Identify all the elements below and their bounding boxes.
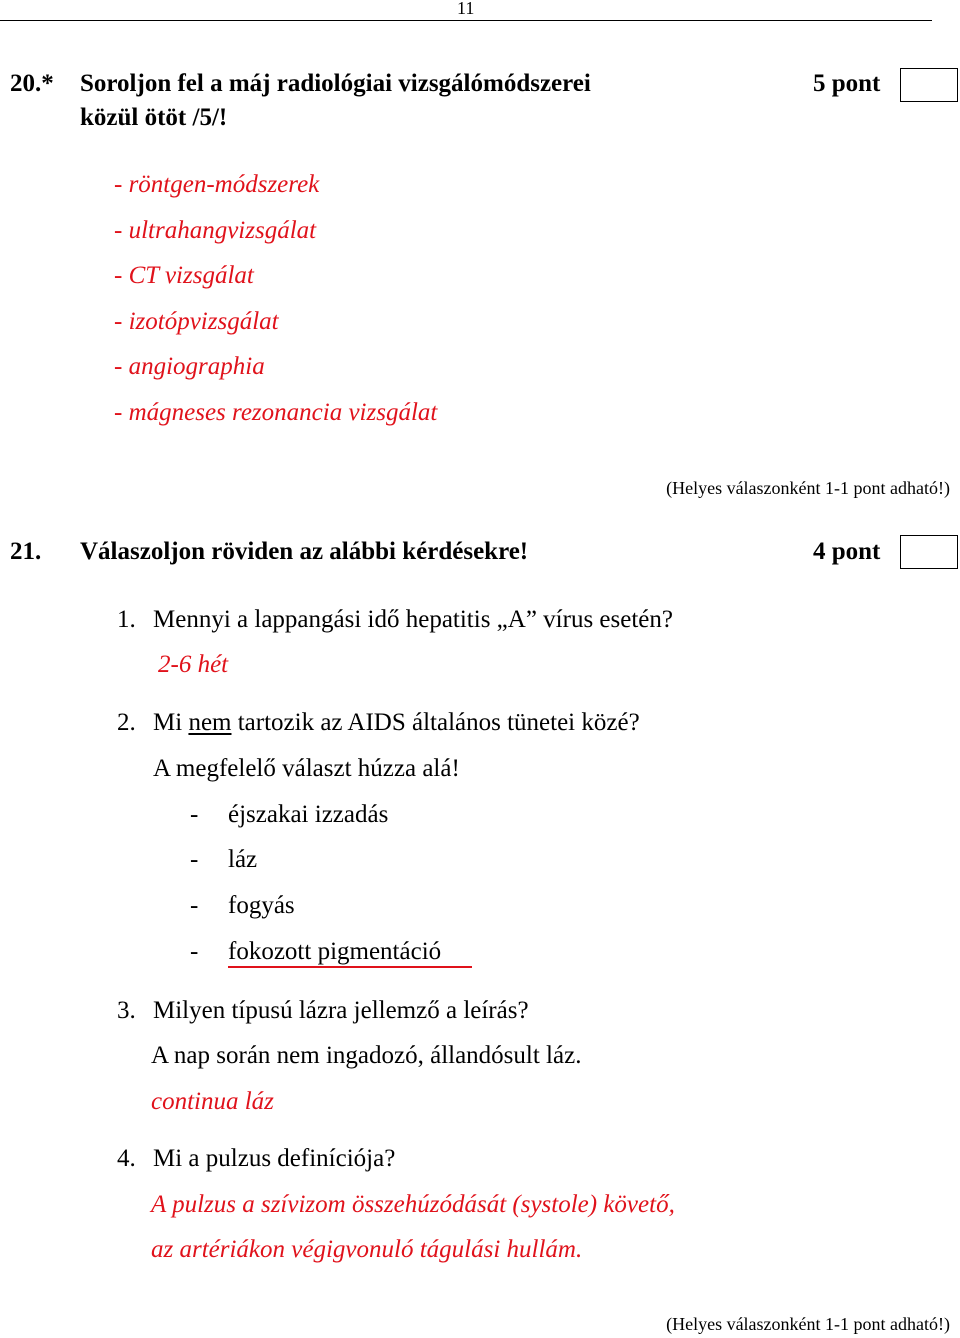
question-21-text: Válaszoljon röviden az alábbi kérdésekre! bbox=[80, 538, 529, 565]
sub2-option-2-dash: - bbox=[190, 846, 199, 873]
question-21-number: 21. bbox=[10, 538, 42, 565]
q20-answer-3: - CT vizsgálat bbox=[114, 262, 254, 289]
question-21-score-box[interactable] bbox=[900, 535, 958, 569]
sub4-answer-line2: az artériákon végigvonuló tágulási hullám. bbox=[151, 1236, 583, 1263]
question-20-score-box[interactable] bbox=[900, 68, 958, 102]
question-20-points: 5 pont bbox=[813, 70, 881, 97]
q20-answer-4: - izotópvizsgálat bbox=[114, 308, 279, 335]
question-21-points: 4 pont bbox=[813, 538, 881, 565]
q21-scoring-note: (Helyes válaszonként 1-1 pont adható!) bbox=[666, 1314, 950, 1334]
sub2-question-pre: Mi bbox=[153, 709, 189, 736]
sub2-question bbox=[153, 709, 640, 737]
sub3-description: A nap során nem ingadozó, állandósult láz. bbox=[151, 1042, 582, 1069]
page-number: 11 bbox=[457, 0, 475, 18]
sub1-question: Mennyi a lappangási idő hepatitis „A” vírus esetén? bbox=[153, 606, 673, 633]
q20-answer-2: - ultrahangvizsgálat bbox=[114, 217, 317, 244]
question-20-text-line1: Soroljon fel a máj radiológiai vizsgálómódszerei bbox=[80, 70, 591, 97]
sub2-option-2[interactable]: láz bbox=[228, 846, 258, 873]
q20-answer-5: - angiographia bbox=[114, 353, 265, 380]
sub4-question: Mi a pulzus definíciója? bbox=[153, 1145, 396, 1172]
header-rule bbox=[0, 20, 932, 21]
sub2-number: 2. bbox=[117, 709, 136, 736]
sub2-option-3-dash: - bbox=[190, 892, 199, 919]
answer-underline-mark bbox=[228, 966, 472, 968]
question-20-number: 20.* bbox=[10, 70, 54, 97]
q20-answer-1: - röntgen-módszerek bbox=[114, 171, 320, 198]
sub3-answer: continua láz bbox=[151, 1088, 274, 1115]
q20-scoring-note: (Helyes válaszonként 1-1 pont adható!) bbox=[666, 478, 950, 498]
sub2-instruction: A megfelelő választ húzza alá! bbox=[153, 755, 460, 782]
sub4-number: 4. bbox=[117, 1145, 136, 1172]
sub2-option-1-dash: - bbox=[190, 801, 199, 828]
sub2-option-4-marked[interactable]: fokozott pigmentáció bbox=[228, 938, 442, 965]
sub3-number: 3. bbox=[117, 997, 136, 1024]
question-20-text-line2: közül ötöt /5/! bbox=[80, 104, 228, 131]
sub2-option-4-dash: - bbox=[190, 938, 199, 965]
q20-answer-6: - mágneses rezonancia vizsgálat bbox=[114, 399, 438, 426]
sub1-number: 1. bbox=[117, 606, 136, 633]
sub2-question-post: tartozik az AIDS általános tünetei közé? bbox=[231, 709, 640, 736]
sub1-answer: 2-6 hét bbox=[158, 651, 229, 678]
sub2-question-underlined-word: nem bbox=[188, 709, 232, 736]
sub4-answer-line1: A pulzus a szívizom összehúzódását (systole) követő, bbox=[151, 1191, 675, 1218]
sub3-question: Milyen típusú lázra jellemző a leírás? bbox=[153, 997, 529, 1024]
sub2-option-1[interactable]: éjszakai izzadás bbox=[228, 801, 389, 828]
sub2-option-3[interactable]: fogyás bbox=[228, 892, 295, 919]
